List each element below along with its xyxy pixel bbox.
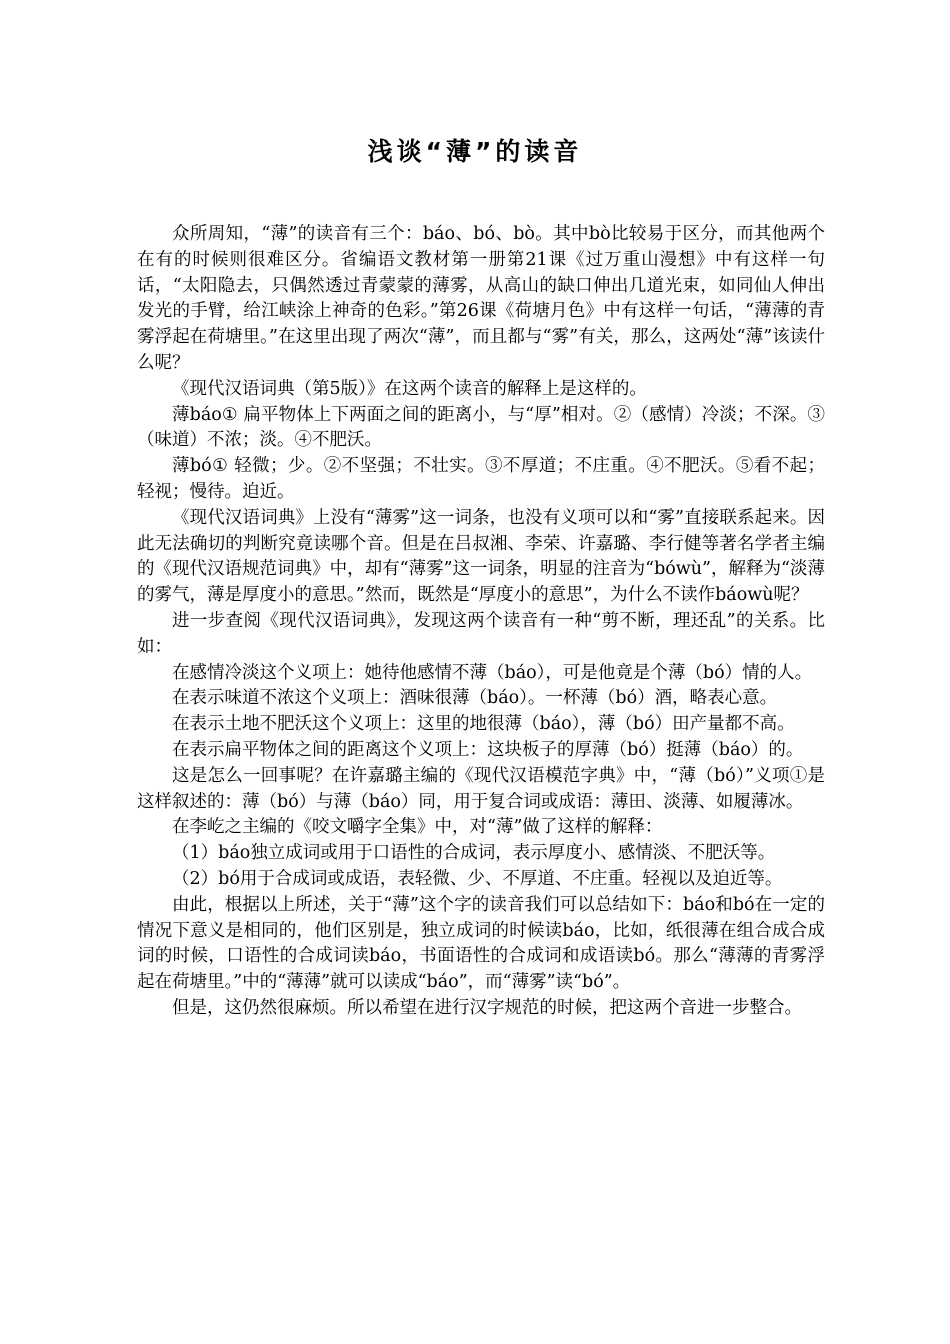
document-body bbox=[137, 222, 825, 1022]
paragraph: 这是怎么一回事呢？在许嘉璐主编的《现代汉语模范字典》中，“薄（bó）”义项①是这样叙述的：薄（bó）与薄（báo）同，用于复合词或成语：薄田、淡薄、如履薄冰。 bbox=[137, 765, 825, 812]
paragraph: 但是，这仍然很麻烦。所以希望在进行汉字规范的时候，把这两个音进一步整合。 bbox=[172, 997, 802, 1018]
paragraph: 由此，根据以上所述，关于“薄”这个字的读音我们可以总结如下：báo和bó在一定的情况下意义是相同的，他们区别是，独立成词的时候读báo，比如，纸很薄在组合成合成词的时候，口语性的合成词读báo，书面语性的合成词和成语读bó。那么“薄薄的青雾浮起在荷塘里。”中的“薄薄”就可以读成“báo”，而“薄雾”读“bó”。 bbox=[137, 894, 825, 993]
document-title: 浅谈“薄”的读音 bbox=[367, 137, 583, 166]
paragraph: 薄báo① 扁平物体上下两面之间的距离小，与“厚”相对。②（感情）冷淡；不深。③（味道）不浓；淡。④不肥沃。 bbox=[137, 404, 825, 451]
paragraph: 在表示扁平物体之间的距离这个义项上：这块板子的厚薄（bó）挺薄（báo）的。 bbox=[172, 739, 804, 760]
paragraph: 进一步查阅《现代汉语词典》，发现这两个读音有一种“剪不断，理还乱”的关系。比如： bbox=[137, 610, 825, 657]
paragraph: 《现代汉语词典》上没有“薄雾”这一词条，也没有义项可以和“雾”直接联系起来。因此无法确切的判断究竟读哪个音。但是在吕叔湘、李荣、许嘉璐、李行健等著名学者主编的《现代汉语规范词典》中，却有“薄雾”这一词条，明显的注音为“bówù”，解释为“淡薄的雾气，薄是厚度小的意思。”然而，既然是“厚度小的意思”，为什么不读作báowù呢？ bbox=[137, 507, 825, 606]
paragraph: 在表示土地不肥沃这个义项上：这里的地很薄（báo），薄（bó）田产量都不高。 bbox=[172, 714, 795, 735]
paragraph: （1）báo独立成词或用于口语性的合成词，表示厚度小、感情淡、不肥沃等。 bbox=[172, 843, 776, 864]
paragraph: 在表示味道不浓这个义项上：酒味很薄（báo）。一杯薄（bó）酒，略表心意。 bbox=[172, 688, 778, 709]
paragraph: 在李屹之主编的《咬文嚼字全集》中，对“薄”做了这样的解释： bbox=[172, 817, 663, 838]
paragraph: 在感情冷淡这个义项上：她待他感情不薄（báo），可是他竟是个薄（bó）情的人。 bbox=[172, 662, 813, 683]
paragraph: 众所周知，“薄”的读音有三个：báo、bó、bò。其中bò比较易于区分，而其他两个在有的时候则很难区分。省编语文教材第一册第21课《过万重山漫想》中有这样一句话，“太阳隐去，只偶然透过青蒙蒙的薄雾，从高山的缺口伸出几道光束，如同仙人伸出发光的手臂，给江峡涂上神奇的色彩。”第26课《荷塘月色》中有这样一句话，“薄薄的青雾浮起在荷塘里。”在这里出现了两次“薄”，而且都与“雾”有关，那么，这两处“薄”该读什么呢？ bbox=[137, 224, 825, 373]
paragraph: （2）bó用于合成词或成语，表轻微、少、不厚道、不庄重。轻视以及迫近等。 bbox=[172, 868, 783, 889]
paragraph: 薄bó① 轻微；少。②不坚强；不壮实。③不厚道；不庄重。④不肥沃。⑤看不起；轻视；慢待。迫近。 bbox=[137, 456, 825, 502]
paragraph: 《现代汉语词典（第5版）》在这两个读音的解释上是这样的。 bbox=[172, 378, 647, 399]
